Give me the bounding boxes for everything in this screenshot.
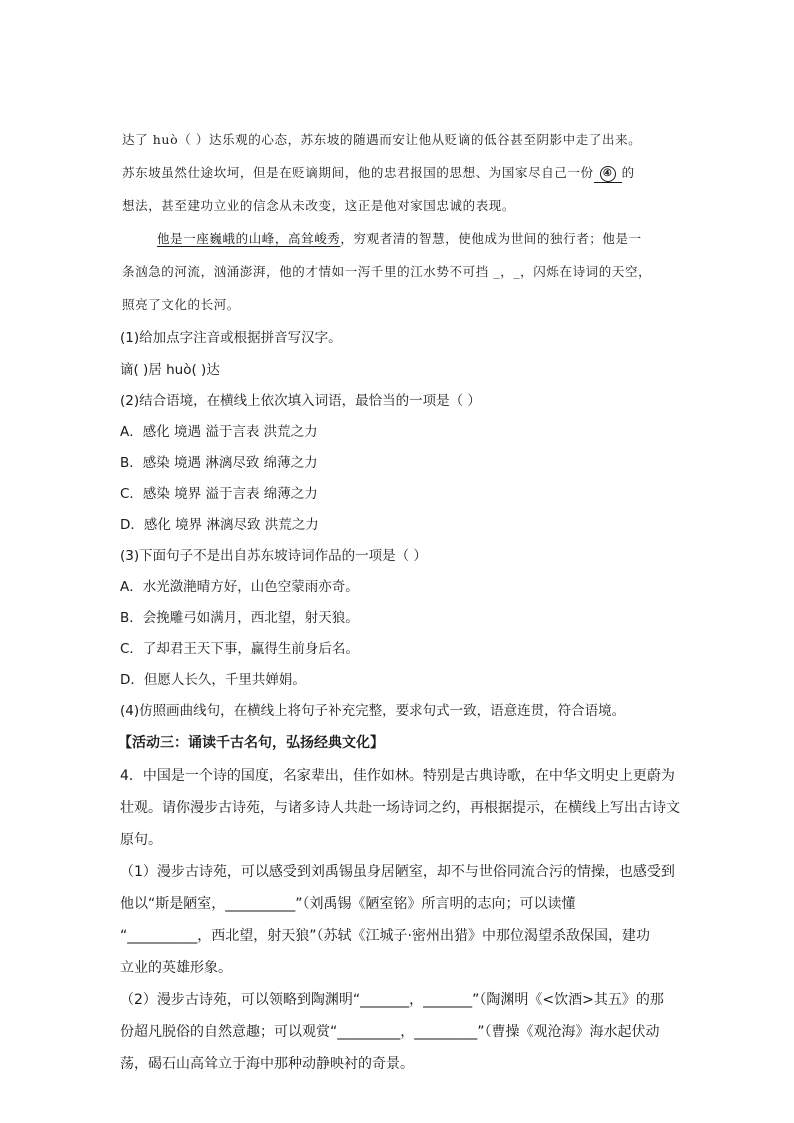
question-3-option-d: D．但愿人长久，千里共婵娟。 bbox=[120, 672, 306, 688]
part-1-line-3: “__________，西北望，射天狼”（苏轼《江城子·密州出猎》中那位渴望杀敌保国，建功 bbox=[120, 928, 650, 944]
activity-3-intro-line-1: 4．中国是一个诗的国度，名家辈出，佳作如林。特别是古典诗歌，在中华文明史上更蔚为 bbox=[120, 768, 675, 784]
activity-3-heading: 【活动三：诵读千古名句，弘扬经典文化】 bbox=[118, 735, 384, 751]
question-4-prompt: (4)仿照画曲线句，在横线上将句子补充完整，要求句式一致，语意连贯，符合语境。 bbox=[120, 703, 626, 719]
part-1-line-2: 他以“斯是陋室，__________”（刘禹锡《陋室铭》所言明的志向；可以读懂 bbox=[120, 896, 576, 912]
passage-line-6: 照亮了文化的长河。 bbox=[122, 297, 240, 312]
question-2-option-b: B．感染 境遇 淋漓尽致 绵薄之力 bbox=[120, 455, 318, 471]
circled-number-4: ④ bbox=[600, 166, 616, 182]
activity-3-intro-line-3: 原句。 bbox=[120, 832, 162, 848]
passage-line-1: 达了 huò（ ）达乐观的心态，苏东坡的随遇而安让他从贬谪的低谷甚至阴影中走了出来。 bbox=[122, 132, 642, 147]
blank-4 bbox=[594, 166, 622, 183]
passage-line-3: 想法，甚至建功立业的信念从未改变，这正是他对家国忠诚的表现。 bbox=[122, 198, 516, 213]
question-1-prompt: (1)给加点字注音或根据拼音写汉字。 bbox=[120, 330, 342, 346]
activity-3-intro-line-2: 壮观。请你漫步古诗苑，与诸多诗人共赴一场诗词之约，再根据提示，在横线上写出古诗文 bbox=[120, 800, 680, 816]
part-2-line-3: 荡，碣石山高耸立于海中那种动静映衬的奇景。 bbox=[120, 1056, 414, 1072]
passage-line-5: 条汹急的河流，汹涌澎湃，他的才情如一泻千里的江水势不可挡 _，_，闪烁在诗词的天空， bbox=[122, 264, 652, 279]
question-2-option-d: D．感化 境界 淋漓尽致 洪荒之力 bbox=[120, 517, 319, 533]
passage-line-2-text: 苏东坡虽然仕途坎坷，但是在贬谪期间，他的忠君报国的思想、为国家尽自己一份 bbox=[122, 165, 594, 180]
question-3-option-b: B．会挽雕弓如满月，西北望，射天狼。 bbox=[120, 610, 359, 626]
question-3-option-c: C．了却君王天下事，赢得生前身后名。 bbox=[120, 641, 359, 657]
passage-line-4-rest: ，穷观者清的智慧，使他成为世间的独行者；他是一 bbox=[340, 231, 642, 246]
part-2-line-2: 份超凡脱俗的自然意趣；可以观赏“_________，_________”（曹操《观沧海》海水起伏动 bbox=[120, 1024, 660, 1040]
part-1-line-4: 立业的英雄形象。 bbox=[120, 960, 232, 976]
curved-underline-sentence: 他是一座巍峨的山峰，高耸峻秀 bbox=[157, 231, 341, 246]
passage-line-4 bbox=[157, 229, 642, 249]
question-3-option-a: A．水光潋滟晴方好，山色空蒙雨亦奇。 bbox=[120, 579, 359, 595]
question-2-option-a: A．感化 境遇 溢于言表 洪荒之力 bbox=[120, 424, 318, 440]
passage-line-2-end: 的 bbox=[621, 165, 635, 180]
part-2-line-1: （2）漫步古诗苑，可以领略到陶渊明“_______，_______”（陶渊明《<饮酒>其五》的那 bbox=[120, 992, 664, 1008]
question-1-items: 谪( )居 huò( )达 bbox=[120, 362, 220, 378]
question-2-prompt: (2)结合语境，在横线上依次填入词语，最恰当的一项是（ ） bbox=[120, 393, 481, 409]
question-2-option-c: C．感染 境界 溢于言表 绵薄之力 bbox=[120, 486, 318, 502]
question-3-prompt: (3)下面句子不是出自苏东坡诗词作品的一项是（ ） bbox=[120, 548, 427, 564]
part-1-line-1: （1）漫步古诗苑，可以感受到刘禹锡虽身居陋室，却不与世俗同流合污的情操，也感受到 bbox=[120, 864, 675, 880]
passage-line-2 bbox=[122, 163, 635, 183]
